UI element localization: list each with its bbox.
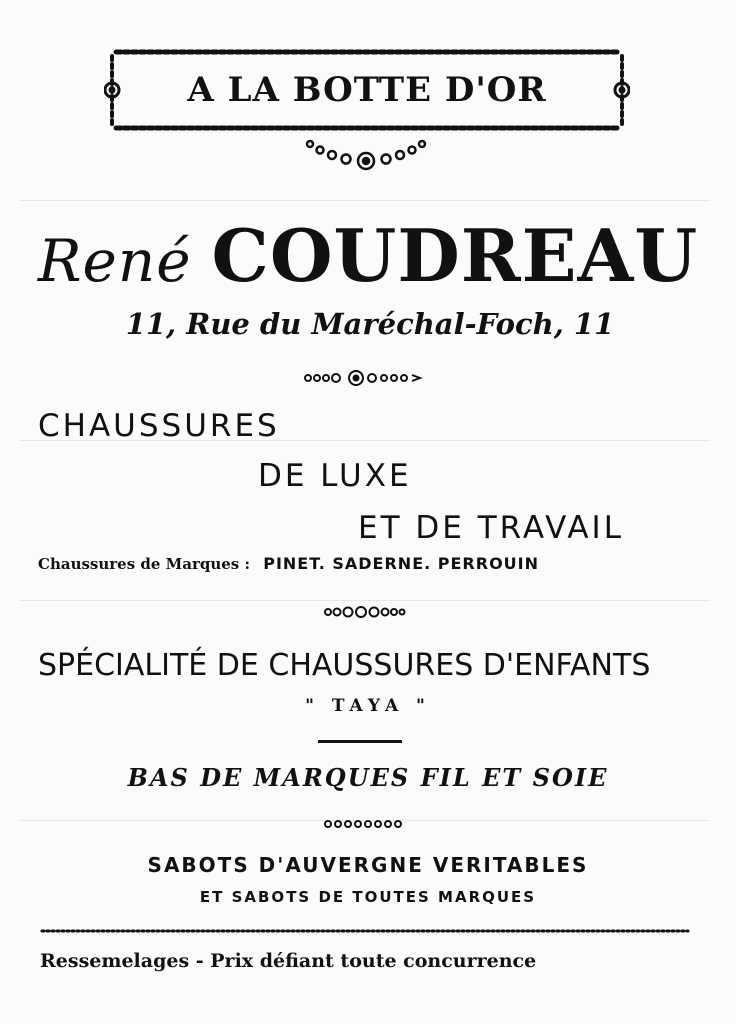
garland-ornament-icon (296, 136, 436, 176)
stockings-line: BAS DE MARQUES FIL ET SOIE (127, 763, 609, 792)
merchant-address: 11, Rue du Maréchal-Foch, 11 (125, 307, 615, 341)
divider-ornament-icon (300, 368, 430, 388)
offering-line-de-luxe: DE LUXE (258, 458, 412, 494)
divider-ornament-icon (322, 814, 406, 834)
merchant-name (0, 212, 736, 305)
short-rule-divider (318, 740, 402, 743)
brands-list: PINET. SADERNE. PERROUIN (263, 554, 540, 573)
merchant-first-name: René (37, 227, 192, 295)
offering-line-et-de-travail: ET DE TRAVAIL (358, 510, 624, 546)
dotted-rule-divider (40, 928, 690, 934)
brands-line (38, 552, 698, 576)
specialty-brand: " TAYA " (305, 696, 431, 716)
offering-line-chaussures: CHAUSSURES (38, 408, 280, 444)
brands-label: Chaussures de Marques : (38, 555, 250, 573)
specialty-title: SPÉCIALITÉ DE CHAUSSURES D'ENFANTS (38, 648, 651, 683)
sabots-line-2: ET SABOTS DE TOUTES MARQUES (199, 888, 537, 906)
sabots-line-1: SABOTS D'AUVERGNE VERITABLES (147, 853, 589, 877)
shop-name-title: A LA BOTTE D'OR (187, 70, 547, 110)
merchant-last-name: COUDREAU (211, 213, 699, 298)
footer-resoling-line: Ressemelages - Prix défiant toute concurrence (40, 950, 537, 972)
divider-ornament-icon (320, 602, 410, 622)
